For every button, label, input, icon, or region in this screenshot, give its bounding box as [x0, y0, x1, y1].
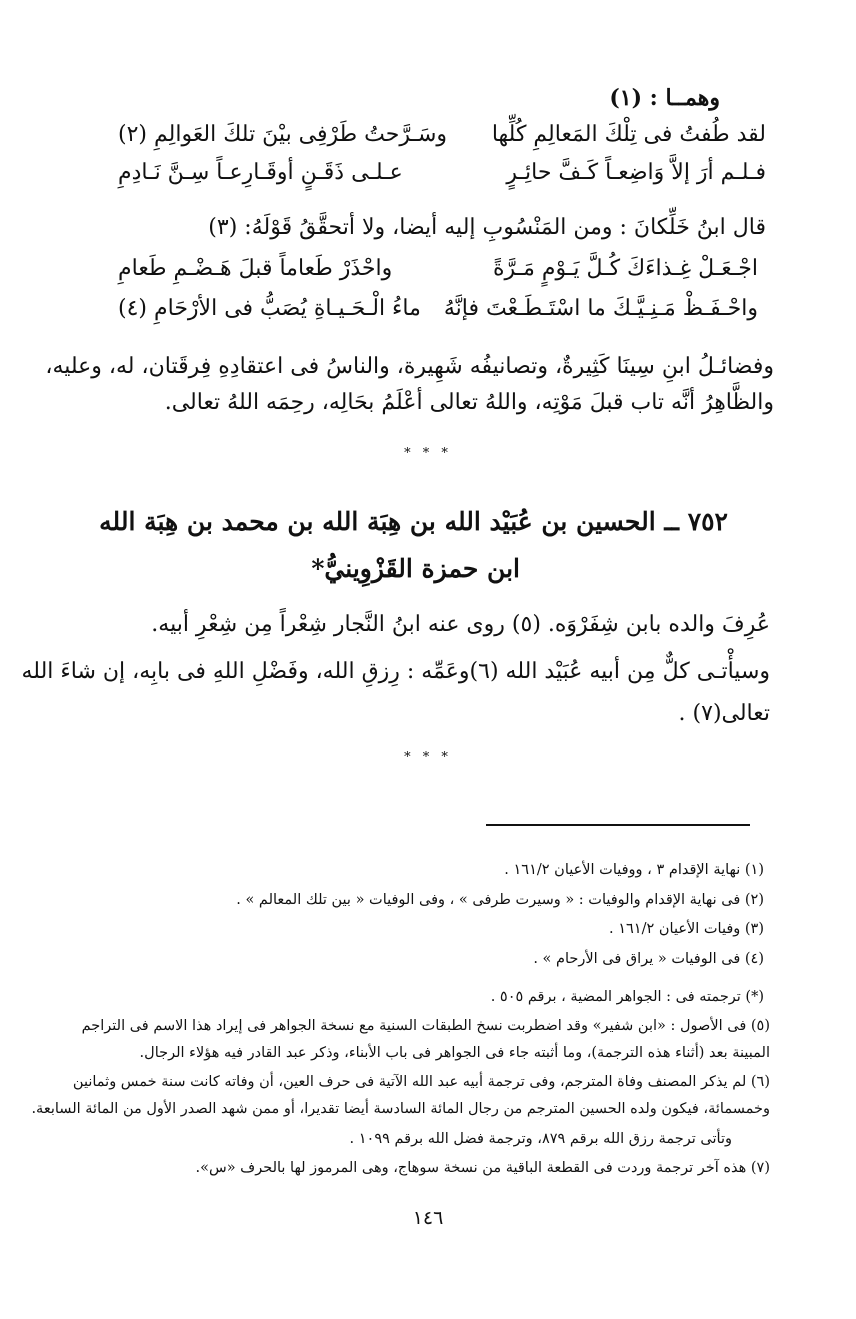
entry-title-line2: ابن حمزة القَزْوِينيُّ* — [311, 554, 520, 583]
section-separator-1: * * * — [404, 446, 452, 461]
poem1-line1-first-hemistich: لقد طُفتُ فى تِلْكَ المَعالِمِ كُلِّها — [491, 122, 766, 147]
entry-body-line2: وسيأْتـى كلٌّ مِن أبيه عُبَيْد الله (٦)وعَمِّه : رِزقِ الله، وفَضْلِ اللهِ فى بابِه، إن شاءَ الله — [21, 659, 770, 684]
footnote-1: (١) نهاية الإقدام ٣ ، ووفيات الأعيان ١٦١/٢ . — [504, 862, 764, 878]
footnote-3: (٣) وفيات الأعيان ١٦١/٢ . — [609, 921, 764, 937]
virtues-line1: وفضائـلُ ابنِ سِينَا كَثِيرةٌ، وتصانيفُه شَهِيرة، والناسُ فى اعتقادِهِ فِرقَتان، له، وعليه، — [45, 354, 774, 379]
entry-body-line1: عُرِفَ والده بابن شِفَرْوَه. (٥) روى عنه ابنُ النَّجار شِعْراً مِن شِعْرِ أبيه. — [151, 612, 770, 637]
virtues-line2: والظَّاهِرُ أنَّه تاب قبلَ مَوْتِه، واللهُ تعالى أعْلَمُ بحَالِه، رحِمَه اللهُ تعالى. — [164, 390, 774, 415]
poem1-line2-second-hemistich: عـلـى ذَقَـنٍ أوقَـارِعـاً سِـنَّ نَـادِمِ — [118, 160, 403, 185]
poem1-line2-first-hemistich: فـلـم أرَ إلاَّ وَاضِعـاً كَـفَّ حائِـرٍ — [506, 160, 766, 185]
entry-title-line1: ٧٥٢ ــ الحسين بن عُبَيْد الله بن هِبَة الله بن محمد بن هِبَة الله — [99, 507, 728, 536]
poem1-line1-second-hemistich: وسَـرَّحتُ طَرْفِى بيْنَ تلكَ العَوالِمِ (٢) — [118, 122, 448, 147]
footnote-rule — [486, 824, 750, 826]
entry-body-line3: تعالى(٧) . — [678, 701, 770, 726]
intro-line: وهمــا : (١) — [609, 85, 720, 111]
footnote-5-line1: (٥) فى الأصول : «ابن شفير» وقد اضطربت نسخ الطبقات السنية مع نسخة الجواهر فى إيراد هذا الاسم فى التراجم — [81, 1018, 770, 1034]
section-separator-2: * * * — [404, 750, 452, 765]
page-number: ١٤٦ — [412, 1207, 444, 1229]
footnote-5-line2: المبينة بعد (أثناء هذه الترجمة)، وما أثبته جاء فى الجواهر فى باب الأبناء، وذكر عبد القادر فيه هؤلاء الرجال. — [139, 1045, 770, 1061]
poem2-line1-first-hemistich: اجْـعَـلْ غِـذاءَكَ كُـلَّ يَـوْمٍ مَـرَّةً — [493, 256, 758, 281]
footnote-star: (*) ترجمته فى : الجواهر المضية ، برقم ٥٠٥ . — [490, 989, 764, 1005]
footnote-6-line1: (٦) لم يذكر المصنف وفاة المترجم، وفى ترجمة أبيه عبد الله الآتية فى حرف العين، أن وفاته كانت سنة خمس وثمانين — [72, 1074, 770, 1090]
footnote-7: (٧) هذه آخر ترجمة وردت فى القطعة الباقية من نسخة سوهاج، وهى المرموز لها بالحرف «س». — [195, 1160, 770, 1176]
poem2-line2-second-hemistich: ماءُ الْـحَـيـاةِ يُصَبُّ فى الأرْحَامِ (٤) — [118, 296, 421, 321]
poem2-line2-first-hemistich: واحْـفَـظْ مَـنِـيَّـكَ ما اسْتَـطَـعْتَ فإنَّهُ — [443, 296, 758, 321]
poem2-line1-second-hemistich: واحْذَرْ طَعاماً قبلَ هَـضْـمِ طَعامِ — [118, 256, 393, 281]
ibn-khallikan-line: قال ابنُ خَلِّكانَ : ومن المَنْسُوبِ إليه أيضا، ولا أتحقَّقُ قَوْلَهُ: (٣) — [208, 215, 766, 240]
footnote-4: (٤) فى الوفيات « يراق فى الأرحام » . — [533, 951, 764, 967]
footnote-2: (٢) فى نهاية الإقدام والوفيات : « وسيرت طرفى » ، وفى الوفيات « بين تلك المعالم » . — [236, 892, 764, 908]
footnote-6-line2: وخمسمائة، فيكون ولده الحسين المترجم من رجال المائة السادسة أيضا تقديرا، أو ممن شهد الصدر الأول من المائة السابعة. — [31, 1101, 770, 1117]
footnote-6-line3: وتأتى ترجمة رزق الله برقم ٨٧٩، وترجمة فضل الله برقم ١٠٩٩ . — [349, 1131, 732, 1147]
